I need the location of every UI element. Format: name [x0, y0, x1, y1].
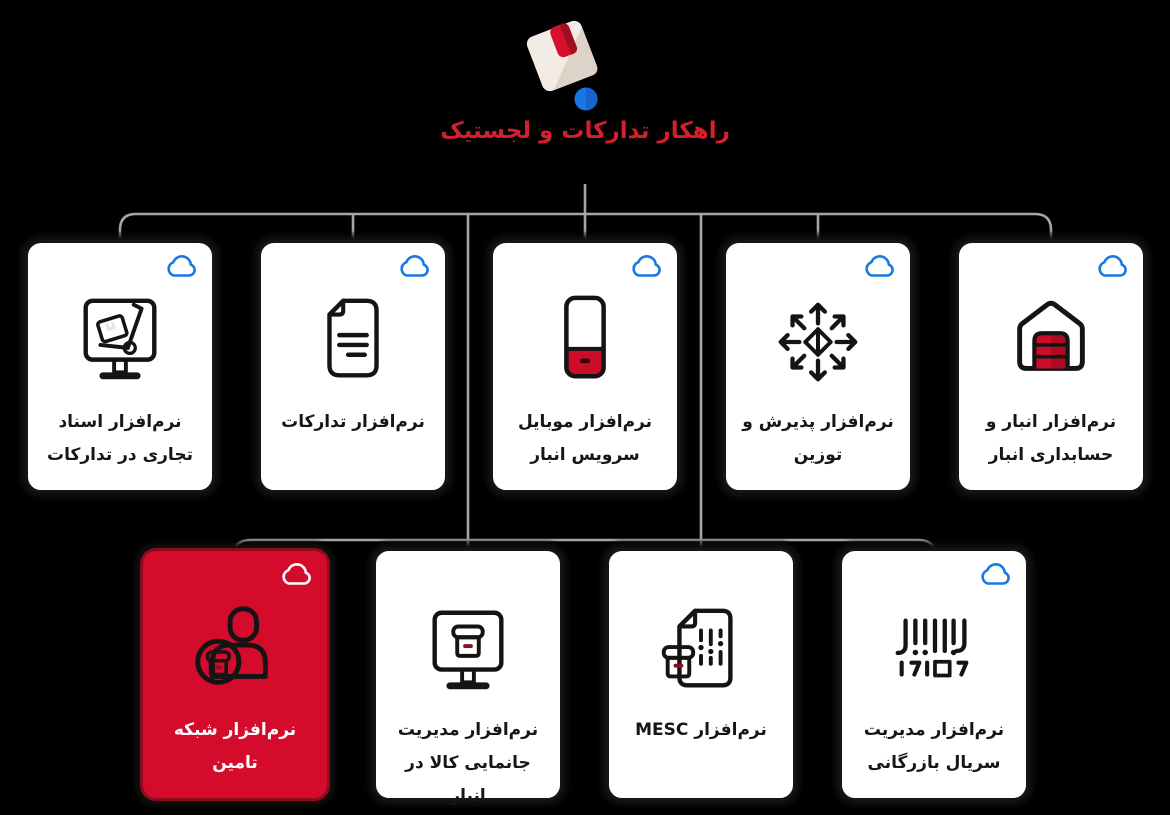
cloud-icon [861, 255, 897, 279]
mobile-icon [536, 293, 634, 391]
cloud-icon [278, 563, 314, 587]
cloud-icon [1094, 255, 1130, 279]
card-serial-management[interactable] [839, 548, 1029, 801]
monitor-handtruck-icon [71, 293, 169, 391]
card-warehouse-accounting[interactable] [956, 240, 1146, 493]
monitor-box-icon [419, 601, 517, 699]
arrows-out-icon [769, 293, 867, 391]
cloud-icon [628, 255, 664, 279]
cloud-icon [163, 255, 199, 279]
document-serial-box-icon [652, 601, 750, 699]
card-mobile-warehouse-service[interactable] [490, 240, 680, 493]
card-label: نرم‌افزار مدیریت جانمایی کالا در انبار [397, 720, 539, 806]
document-icon [304, 293, 402, 391]
card-label: نرم‌افزار تدارکات [281, 412, 425, 432]
card-goods-placement[interactable] [373, 548, 563, 806]
card-supply-network[interactable] [140, 548, 330, 801]
barcode-serial-icon [885, 601, 983, 699]
cloud-icon [977, 563, 1013, 587]
cloud-icon [396, 255, 432, 279]
card-label: نرم‌افزار MESC [635, 720, 767, 740]
card-label: نرم‌افزار پذیرش و توزین [742, 412, 894, 465]
card-label: نرم‌افزار شبکه تامین [173, 720, 297, 773]
page-title: راهکار تدارکات و لجستیک [440, 118, 730, 144]
card-label: نرم‌افزار مدیریت سریال بازرگانی [863, 720, 1005, 773]
warehouse-icon [1002, 293, 1100, 391]
card-commercial-docs[interactable] [25, 240, 215, 493]
card-label: نرم‌افزار انبار و حسابداری انبار [985, 412, 1117, 465]
supplier-person-icon [186, 601, 284, 699]
card-label: نرم‌افزار موبایل سرویس انبار [518, 412, 652, 465]
card-mesc[interactable] [606, 548, 796, 801]
card-reception-weighing[interactable] [723, 240, 913, 493]
card-procurement[interactable] [258, 240, 448, 493]
card-label: نرم‌افزار اسناد تجاری در تدارکات [47, 412, 193, 465]
